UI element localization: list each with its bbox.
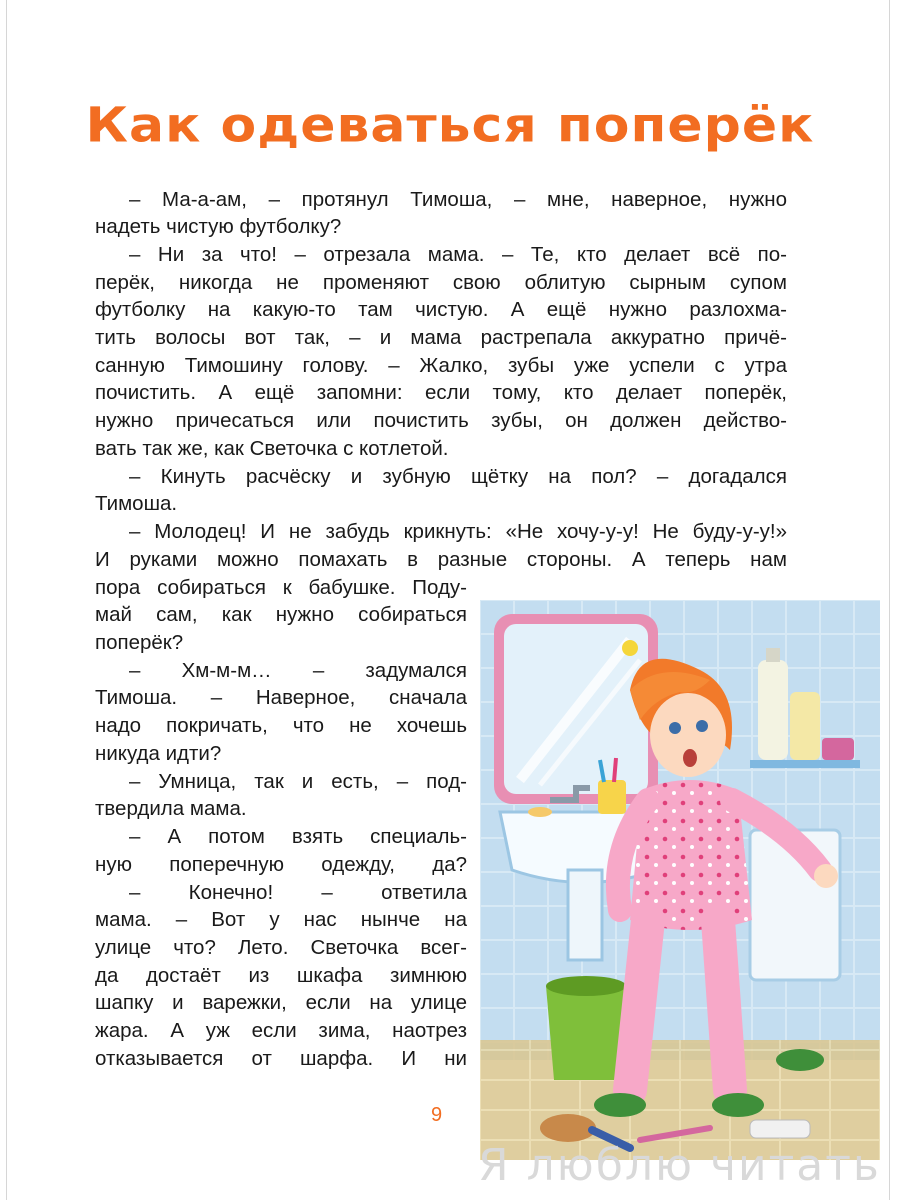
text-line: – Ни за что! – отрезала мама. – Те, кто делает всё по- [129, 243, 787, 266]
text-line: жара. А уж если зима, наотрез [95, 1019, 467, 1042]
text-line: нужно причесаться или почистить зубы, он должен действо- [95, 409, 787, 432]
text-line: поперёк? [95, 631, 184, 654]
text-line: тить волосы вот так, – и мама растрепала аккуратно причё- [95, 326, 787, 349]
page-number: 9 [431, 1104, 443, 1126]
text-line: вать так же, как Светочка с котлетой. [95, 437, 449, 460]
text-line: – Молодец! И не забудь крикнуть: «Не хочу-у-у! Не буду-у-у!» [129, 520, 787, 543]
text-line: надеть чистую футболку? [95, 215, 342, 238]
text-line: – Хм-м-м… – задумался [129, 659, 467, 682]
text-line: пора собираться к бабушке. Поду- [95, 576, 467, 599]
text-line: Тимоша. – Наверное, сначала [95, 686, 467, 709]
text-line: – Кинуть расчёску и зубную щётку на пол? – догадался [129, 465, 787, 488]
text-line: шапку и варежки, если на улице [95, 991, 467, 1014]
text-line: да достаёт из шкафа зимнюю [95, 964, 467, 987]
page-title: Как одеваться поперёк [85, 98, 815, 154]
text-line: санную Тимошину голову. – Жалко, зубы уже успели с утра [95, 354, 787, 377]
text-line: футболку на какую-то там чистую. А ещё нужно разлохма- [95, 298, 787, 321]
text-line: твердила мама. [95, 797, 247, 820]
text-line: Тимоша. [95, 492, 178, 515]
mirror [494, 614, 658, 804]
text-line: почистить. А ещё запомни: если тому, кто делает поперёк, [95, 381, 787, 404]
text-line: надо покричать, что не хочешь [95, 714, 467, 737]
text-line: И руками можно помахать в разные стороны. А теперь нам [95, 548, 787, 571]
watermark: Я люблю читать [478, 1140, 881, 1191]
text-line: перёк, никогда не променяют свою облитую сырным супом [95, 271, 787, 294]
text-line: – Конечно! – ответила [129, 881, 467, 904]
girl-bathroom-illustration [480, 600, 880, 1160]
text-line: май сам, как нужно собираться [95, 603, 467, 626]
text-line: – Умница, так и есть, – под- [129, 770, 467, 793]
bucket [546, 976, 626, 1080]
text-line: мама. – Вот у нас нынче на [95, 908, 467, 931]
text-line: – А потом взять специаль- [129, 825, 467, 848]
text-line: отказывается от шарфа. И ни [95, 1047, 467, 1070]
text-line: – Ма-а-ам, – протянул Тимоша, – мне, наверное, нужно [129, 188, 787, 211]
text-line: ную поперечную одежду, да? [95, 853, 467, 876]
text-line: никуда идти? [95, 742, 222, 765]
text-line: улице что? Лето. Светочка всег- [95, 936, 467, 959]
